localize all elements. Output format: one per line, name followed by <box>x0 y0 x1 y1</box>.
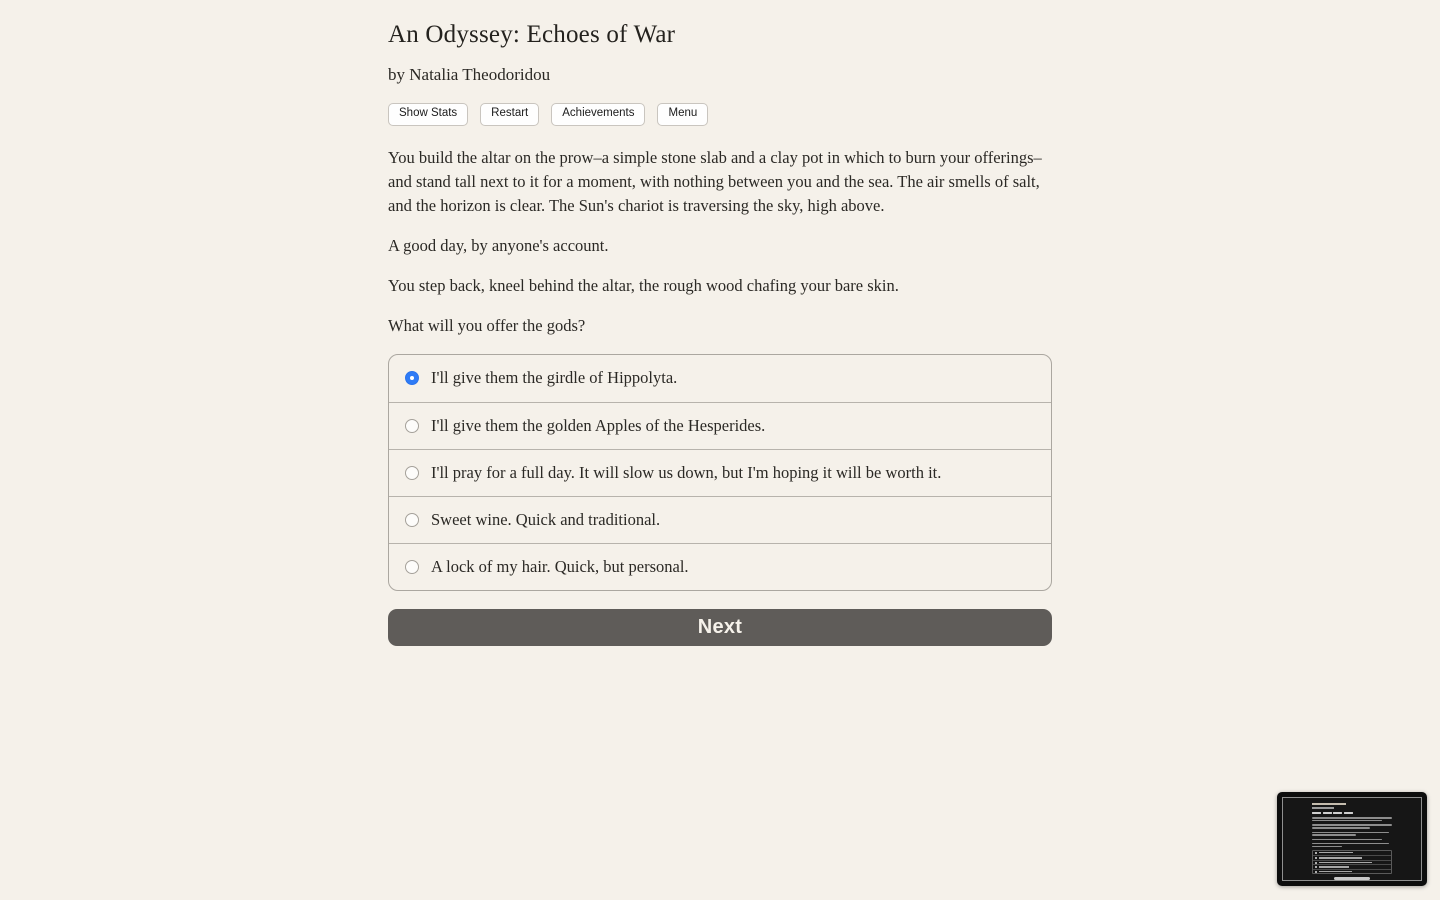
thumb-text-line <box>1312 817 1392 818</box>
show-stats-button[interactable]: Show Stats <box>388 103 468 126</box>
thumb-text-line <box>1312 820 1382 821</box>
thumb-text-line <box>1312 827 1370 828</box>
thumb-text-line <box>1312 834 1356 835</box>
thumb-button-row <box>1312 812 1392 815</box>
story-paragraph: A good day, by anyone's account. <box>388 235 609 255</box>
thumb-text-line <box>1312 824 1392 825</box>
radio-selected-icon[interactable] <box>405 371 419 385</box>
choice-option-4[interactable] <box>389 496 1051 543</box>
thumb-author-line <box>1312 807 1334 808</box>
choice-option-5[interactable] <box>389 543 1051 590</box>
restart-button[interactable]: Restart <box>480 103 539 126</box>
thumb-text-line <box>1312 832 1389 833</box>
screen-preview-thumbnail <box>1277 792 1427 886</box>
story-content <box>388 0 1052 646</box>
choice-option-label: A lock of my hair. Quick, but personal. <box>431 556 689 576</box>
radio-icon[interactable] <box>405 466 419 480</box>
screen-preview-content <box>1282 797 1422 881</box>
story-paragraph: You build the altar on the prow–a simple stone slab and a clay pot in which to burn your offerings–and stand tall next to it for a moment, with nothing between you and the sea. The air smells of salt, and the horizon is clear. The Sun's chariot is traversing the sky, high above. <box>388 147 1042 215</box>
choice-option-1[interactable] <box>389 355 1051 402</box>
thumb-choice-list <box>1312 850 1392 875</box>
radio-icon[interactable] <box>405 560 419 574</box>
achievements-button[interactable]: Achievements <box>551 103 645 126</box>
story-question: What will you offer the gods? <box>388 315 586 335</box>
thumb-text-line <box>1312 846 1342 847</box>
radio-icon[interactable] <box>405 419 419 433</box>
thumb-next-button <box>1334 877 1371 880</box>
story-paragraph: You step back, kneel behind the altar, the rough wood chafing your bare skin. <box>388 275 899 295</box>
choice-list <box>388 354 1052 591</box>
choice-option-label: Sweet wine. Quick and traditional. <box>431 509 661 529</box>
choice-option-label: I'll give them the girdle of Hippolyta. <box>431 368 678 388</box>
thumb-text-line <box>1312 843 1389 844</box>
story-text <box>388 146 1052 338</box>
thumb-text-line <box>1312 839 1382 840</box>
story-author: by Natalia Theodoridou <box>388 65 551 84</box>
radio-icon[interactable] <box>405 513 419 527</box>
choice-option-2[interactable] <box>389 402 1051 449</box>
next-button[interactable]: Next <box>388 609 1052 646</box>
story-title: An Odyssey: Echoes of War <box>388 21 676 48</box>
choice-option-3[interactable] <box>389 449 1051 496</box>
screen-preview-column <box>1312 798 1392 880</box>
choice-option-label: I'll pray for a full day. It will slow us down, but I'm hoping it will be worth it. <box>431 462 942 482</box>
menu-button[interactable]: Menu <box>657 103 708 126</box>
choice-option-label: I'll give them the golden Apples of the Hesperides. <box>431 415 766 435</box>
toolbar <box>388 103 1052 126</box>
thumb-title-line <box>1312 803 1346 805</box>
